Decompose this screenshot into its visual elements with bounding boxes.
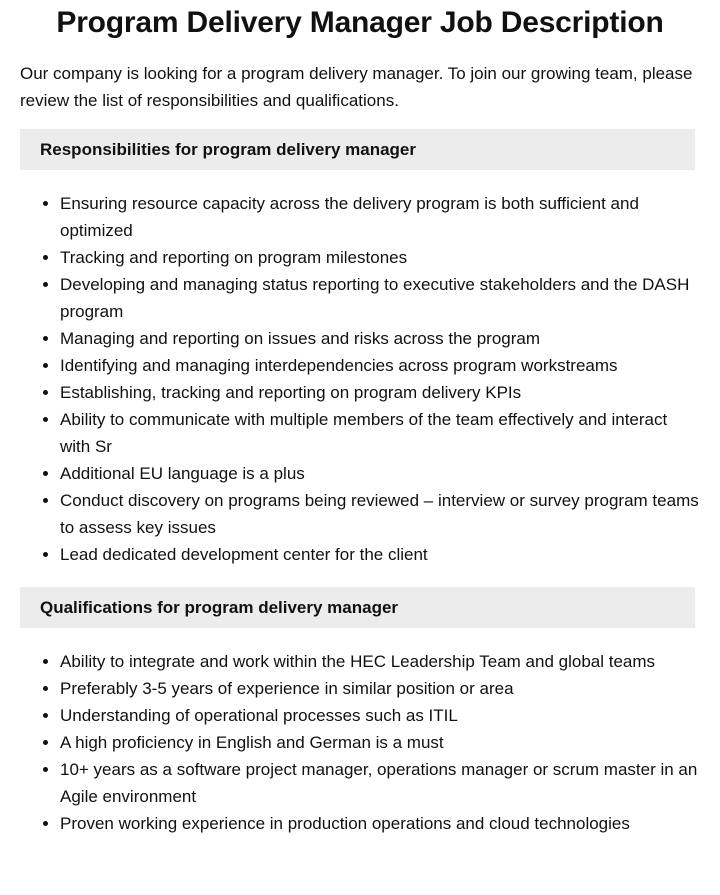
list-item: • Tracking and reporting on program milestones bbox=[60, 244, 700, 271]
list-item: • Proven working experience in production operations and cloud technologies bbox=[60, 810, 700, 837]
list-item: • Additional EU language is a plus bbox=[60, 460, 700, 487]
list-item: • Ability to communicate with multiple members of the team effectively and interact with Sr bbox=[60, 406, 700, 460]
list-item: • Understanding of operational processes such as ITIL bbox=[60, 702, 700, 729]
page-title: Program Delivery Manager Job Description bbox=[56, 6, 664, 39]
responsibilities-heading: Responsibilities for program delivery manager bbox=[20, 129, 695, 170]
list-item: • Establishing, tracking and reporting on program delivery KPIs bbox=[60, 379, 700, 406]
qualifications-list bbox=[20, 648, 700, 837]
responsibilities-list bbox=[20, 190, 700, 568]
list-item: • Developing and managing status reporting to executive stakeholders and the DASH program bbox=[60, 271, 700, 325]
list-item: • Managing and reporting on issues and risks across the program bbox=[60, 325, 700, 352]
list-item: • A high proficiency in English and German is a must bbox=[60, 729, 700, 756]
qualifications-heading: Qualifications for program delivery manager bbox=[20, 587, 695, 628]
intro-paragraph: Our company is looking for a program delivery manager. To join our growing team, please review the list of responsibilities and qualifications. bbox=[20, 64, 693, 110]
list-item: • Ability to integrate and work within the HEC Leadership Team and global teams bbox=[60, 648, 700, 675]
list-item: • Preferably 3-5 years of experience in similar position or area bbox=[60, 675, 700, 702]
list-item: • Ensuring resource capacity across the delivery program is both sufficient and optimized bbox=[60, 190, 700, 244]
list-item: • Conduct discovery on programs being reviewed – interview or survey program teams to assess key issues bbox=[60, 487, 700, 541]
list-item: • Lead dedicated development center for the client bbox=[60, 541, 700, 568]
list-item: • Identifying and managing interdependencies across program workstreams bbox=[60, 352, 700, 379]
list-item: • 10+ years as a software project manager, operations manager or scrum master in an Agile environment bbox=[60, 756, 700, 810]
